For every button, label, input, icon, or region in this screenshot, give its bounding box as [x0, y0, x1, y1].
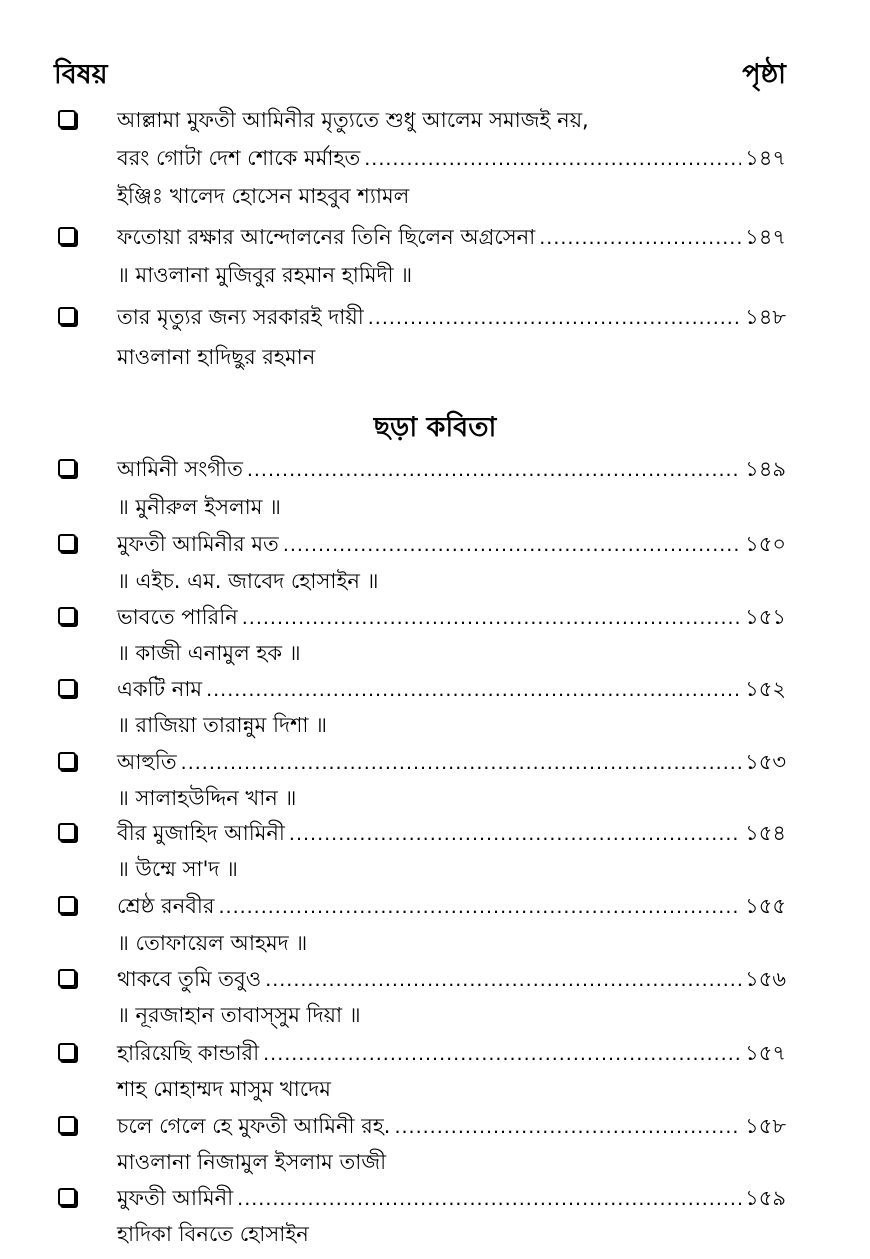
toc-author — [0, 258, 870, 292]
checkbox-bullet-icon — [58, 1043, 76, 1061]
toc-entry-row — [117, 1109, 786, 1143]
toc-entry — [0, 103, 870, 137]
toc-author — [0, 781, 870, 815]
toc-entry — [0, 300, 870, 334]
toc-entry-title: চলে গেলে হে মুফতী আমিনী রহ. — [117, 1114, 391, 1138]
dot-leader — [263, 1037, 741, 1071]
toc-page-number: ১৫৩ — [745, 750, 786, 774]
toc-entry-title: হারিয়েছি কান্ডারী — [117, 1041, 260, 1065]
toc-page-number: ১৫৬ — [745, 967, 786, 991]
toc-author-name: ॥ কাজী এনামুল হক ॥ — [117, 641, 301, 665]
checkbox-bullet-icon — [58, 307, 76, 325]
toc-author-name: ॥ তোফায়েল আহমদ ॥ — [117, 931, 308, 955]
toc-entry — [0, 527, 870, 561]
toc-author — [0, 1145, 870, 1179]
checkbox-bullet-icon — [58, 896, 76, 914]
dot-leader — [265, 963, 741, 997]
checkbox-bullet-icon — [58, 752, 76, 770]
toc-author-name: ॥ এইচ. এম. জাবেদ হোসাইন ॥ — [117, 569, 379, 593]
toc-author-name: ॥ মাওলানা মুজিবুর রহমান হামিদী ॥ — [117, 263, 413, 287]
toc-page-number: ১৫৮ — [745, 1114, 786, 1138]
toc-author-name: ॥ মুনীরুল ইসলাম ॥ — [117, 495, 281, 519]
dot-leader — [283, 528, 741, 562]
toc-page-number: ১৫১ — [745, 605, 786, 629]
toc-entry-title: বীর মুজাহিদ আমিনী — [117, 821, 285, 845]
toc-entry-title: তার মৃত্যুর জন্য সরকারই দায়ী — [117, 305, 364, 329]
toc-entry-row — [117, 1181, 786, 1215]
toc-entry-row — [117, 452, 786, 486]
toc-author-name: মাওলানা হাদিছুর রহমান — [117, 345, 316, 369]
toc-entry-row — [117, 103, 786, 137]
toc-entry-title: ভাবতে পারিনি — [117, 605, 238, 629]
dot-leader — [289, 817, 741, 851]
dot-leader — [218, 890, 741, 924]
dot-leader — [247, 453, 741, 487]
subject-header: বিষয় — [54, 59, 108, 90]
toc-author — [0, 340, 870, 374]
checkbox-bullet-icon — [58, 1116, 76, 1134]
toc-entry-row — [117, 141, 786, 175]
toc-entry — [0, 889, 870, 923]
dot-leader — [394, 1110, 741, 1144]
toc-page-number: ১৫৪ — [745, 821, 786, 845]
toc-page-number: ১৫৫ — [745, 894, 786, 918]
toc-page-number: ১৪৭ — [745, 225, 786, 249]
checkbox-bullet-icon — [58, 227, 76, 245]
toc-author-name: মাওলানা নিজামুল ইসলাম তাজী — [117, 1150, 387, 1174]
toc-author — [0, 926, 870, 960]
toc-entry — [0, 452, 870, 486]
toc-entry — [0, 962, 870, 996]
checkbox-bullet-icon — [58, 607, 76, 625]
toc-entry-row — [117, 1036, 786, 1070]
toc-entry-row — [117, 300, 786, 334]
toc-author-name: ॥ রাজিয়া তারান্নুম দিশা ॥ — [117, 713, 328, 737]
checkbox-bullet-icon — [58, 534, 76, 552]
toc-entry-row — [117, 816, 786, 850]
toc-page-number: ১৫২ — [745, 677, 786, 701]
toc-entry — [0, 1036, 870, 1070]
toc-page-number: ১৪৭ — [745, 146, 786, 170]
toc-entry — [0, 1181, 870, 1215]
toc-author — [0, 1217, 870, 1251]
checkbox-bullet-icon — [58, 459, 76, 477]
checkbox-bullet-icon — [58, 969, 76, 987]
toc-author — [0, 636, 870, 670]
toc-entry — [0, 672, 870, 706]
toc-entry-row — [117, 220, 786, 254]
toc-entry-title: বরং গোটা দেশ শোকে মর্মাহত — [117, 146, 361, 170]
toc-page-number: ১৫০ — [745, 532, 786, 556]
toc-entry-title: থাকবে তুমি তবুও — [117, 967, 262, 991]
toc-entry-title: ফতোয়া রক্ষার আন্দোলনের তিনি ছিলেন অগ্রসেনা — [117, 225, 536, 249]
toc-entry-title: শ্রেষ্ঠ রনবীর — [117, 894, 215, 918]
checkbox-bullet-icon — [58, 679, 76, 697]
checkbox-bullet-icon — [58, 110, 76, 128]
toc-page-number: ১৫৯ — [745, 1186, 786, 1210]
dot-leader — [539, 221, 741, 255]
toc-author-name: ॥ নূরজাহান তাবাস্সুম দিয়া ॥ — [117, 1003, 361, 1027]
toc-author-name: ইঞ্জিঃ খালেদ হোসেন মাহবুব শ্যামল — [117, 184, 410, 208]
toc-author — [0, 1072, 870, 1106]
dot-leader — [368, 301, 741, 335]
toc-entry-row — [117, 600, 786, 634]
dot-leader — [181, 746, 741, 780]
toc-author-name: শাহ মোহাম্মদ মাসুম খাদেম — [117, 1077, 331, 1101]
toc-entry-title: মুফতী আমিনীর মত — [117, 532, 279, 556]
dot-leader — [206, 673, 741, 707]
toc-entry-title: আহুতি — [117, 750, 177, 774]
toc-entry — [0, 1109, 870, 1143]
toc-author — [0, 179, 870, 213]
toc-entry-row — [117, 962, 786, 996]
toc-page-number: ১৪৯ — [745, 457, 786, 481]
dot-leader — [237, 1182, 741, 1216]
toc-author — [0, 490, 870, 524]
toc-author — [0, 998, 870, 1032]
toc-entry — [0, 141, 870, 175]
toc-author — [0, 708, 870, 742]
toc-page-number: ১৪৮ — [745, 305, 786, 329]
toc-author-name: ॥ সালাহউদ্দিন খান ॥ — [117, 786, 297, 810]
toc-entry — [0, 600, 870, 634]
toc-author-name: ॥ উম্মে সা'দ ॥ — [117, 857, 238, 881]
toc-entry-title: আল্লামা মুফতী আমিনীর মৃত্যুতে শুধু আলেম সমাজই নয়, — [117, 108, 589, 132]
toc-entry-row — [117, 745, 786, 779]
toc-entry-row — [117, 527, 786, 561]
toc-entry — [0, 816, 870, 850]
checkbox-bullet-icon — [58, 1188, 76, 1206]
dot-leader — [242, 601, 741, 635]
toc-entry — [0, 745, 870, 779]
toc-entry-title: মুফতী আমিনী — [117, 1186, 234, 1210]
toc-author — [0, 852, 870, 886]
toc-author-name: হাদিকা বিনতে হোসাইন — [117, 1222, 309, 1246]
toc-entry-title: আমিনী সংগীত — [117, 457, 243, 481]
checkbox-bullet-icon — [58, 823, 76, 841]
toc-entry-row — [117, 889, 786, 923]
toc-entry — [0, 220, 870, 254]
section-title: ছড়া কবিতা — [373, 412, 497, 443]
dot-leader — [364, 142, 741, 176]
page-header: পৃষ্ঠা — [742, 59, 786, 90]
toc-page-number: ১৫৭ — [745, 1041, 786, 1065]
toc-entry-row — [117, 672, 786, 706]
toc-entry-title: একটি নাম — [117, 677, 203, 701]
toc-author — [0, 564, 870, 598]
